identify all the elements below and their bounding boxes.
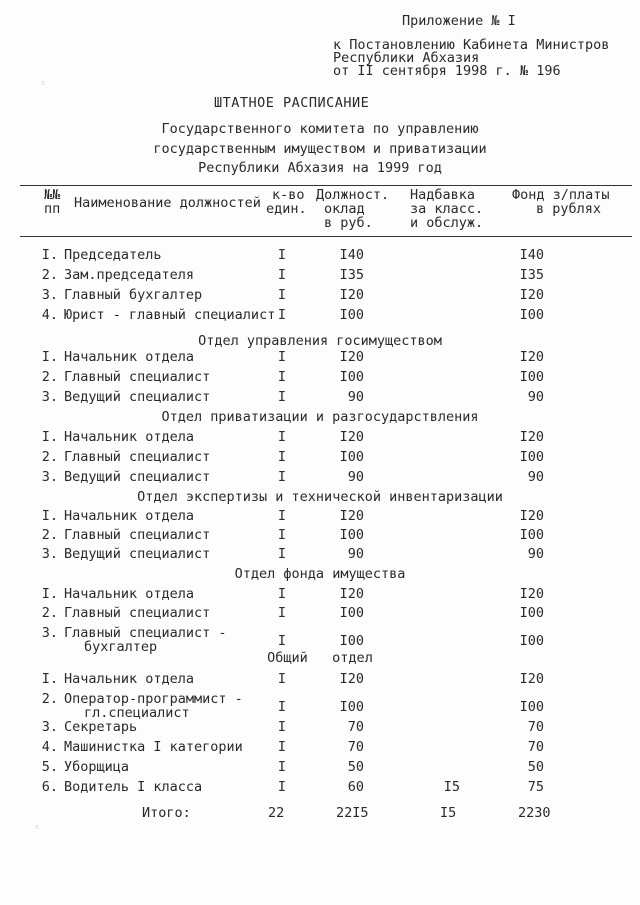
- position-name: Юрист - главный специалист: [64, 307, 276, 323]
- position-name: Начальник отдела: [64, 349, 195, 365]
- total-bonus: I5: [440, 805, 457, 821]
- position-name: Водитель I класса: [64, 779, 203, 795]
- header-salary-1: Должност.: [316, 187, 390, 203]
- salary-value: I00: [339, 307, 364, 323]
- salary-value: I20: [339, 508, 364, 524]
- unit-count: I: [277, 369, 287, 385]
- unit-count: I: [277, 739, 287, 755]
- unit-count: I: [277, 287, 287, 303]
- row-number: 3.: [41, 625, 58, 641]
- position-name: Зам.председателя: [64, 267, 195, 283]
- salary-value: I00: [339, 449, 364, 465]
- header-qty-2: един.: [266, 201, 307, 217]
- position-name: Начальник отдела: [64, 508, 195, 524]
- row-number: 2.: [41, 449, 58, 465]
- section-heading: Отдел приватизации и разгосударствления: [161, 409, 479, 425]
- appendix-line3: от II сентября 1998 г. № 196: [333, 63, 561, 79]
- bonus-value: I5: [443, 779, 460, 795]
- header-bonus-1: Надбавка: [410, 187, 476, 203]
- unit-count: I: [277, 586, 287, 602]
- salary-value: 70: [347, 719, 364, 735]
- unit-count: I: [277, 469, 287, 485]
- payroll-fund-value: I40: [519, 247, 544, 263]
- unit-count: I: [277, 508, 287, 524]
- payroll-fund-value: 70: [527, 719, 544, 735]
- unit-count: I: [277, 429, 287, 445]
- payroll-fund-value: I20: [519, 671, 544, 687]
- appendix-line2: Республики Абхазия: [333, 50, 480, 66]
- header-salary-3: в руб.: [324, 215, 373, 231]
- row-number: 2.: [41, 605, 58, 621]
- row-number: I.: [41, 671, 58, 687]
- salary-value: 90: [347, 469, 364, 485]
- header-no-2: пп: [44, 201, 61, 217]
- payroll-fund-value: I00: [519, 633, 544, 649]
- total-salary: 22I5: [336, 805, 369, 821]
- position-name: Оператор-программист -: [64, 691, 243, 707]
- salary-value: 60: [347, 779, 364, 795]
- row-number: 5.: [41, 759, 58, 775]
- position-name: Ведущий специалист: [64, 389, 211, 405]
- position-name: Машинистка I категории: [64, 739, 243, 755]
- position-name: Уборщица: [64, 759, 130, 775]
- salary-value: I20: [339, 429, 364, 445]
- payroll-fund-value: I20: [519, 287, 544, 303]
- row-number: I.: [41, 247, 58, 263]
- unit-count: I: [277, 349, 287, 365]
- position-name: Ведущий специалист: [64, 469, 211, 485]
- payroll-fund-value: I00: [519, 449, 544, 465]
- salary-value: 70: [347, 739, 364, 755]
- salary-value: I20: [339, 586, 364, 602]
- unit-count: I: [277, 546, 287, 562]
- header-salary-2: оклад: [324, 201, 365, 217]
- subtitle-line1: Государственного комитета по управлению: [161, 121, 479, 137]
- section-heading: Общий отдел: [267, 650, 373, 666]
- payroll-fund-value: I20: [519, 508, 544, 524]
- position-name: Главный специалист: [64, 369, 211, 385]
- row-number: I.: [41, 508, 58, 524]
- row-number: 3.: [41, 719, 58, 735]
- unit-count: I: [277, 779, 287, 795]
- row-number: 2.: [41, 527, 58, 543]
- document-title: ШТАТНОЕ РАСПИСАНИЕ: [214, 95, 370, 111]
- salary-value: I00: [339, 527, 364, 543]
- position-name: Главный специалист: [64, 527, 211, 543]
- unit-count: I: [277, 699, 287, 715]
- unit-count: I: [277, 527, 287, 543]
- payroll-fund-value: I20: [519, 349, 544, 365]
- row-number: 2.: [41, 267, 58, 283]
- salary-value: 90: [347, 546, 364, 562]
- payroll-fund-value: 90: [527, 469, 544, 485]
- total-fund: 2230: [518, 805, 551, 821]
- position-name: Начальник отдела: [64, 586, 195, 602]
- header-qty-1: к-во: [272, 187, 305, 203]
- salary-value: I00: [339, 633, 364, 649]
- salary-value: I20: [339, 287, 364, 303]
- payroll-fund-value: 50: [527, 759, 544, 775]
- position-name-cont: гл.специалист: [84, 705, 190, 721]
- unit-count: I: [277, 605, 287, 621]
- payroll-fund-value: I00: [519, 307, 544, 323]
- unit-count: I: [277, 633, 287, 649]
- appendix-line1: к Постановлению Кабинета Министров: [333, 37, 610, 53]
- unit-count: I: [277, 719, 287, 735]
- header-fund-2: в рублях: [536, 201, 602, 217]
- table-header-rule: [20, 236, 632, 237]
- salary-value: 50: [347, 759, 364, 775]
- salary-value: I00: [339, 369, 364, 385]
- row-number: 3.: [41, 389, 58, 405]
- header-no-1: №№: [44, 187, 61, 203]
- row-number: 4.: [41, 739, 58, 755]
- section-heading: Отдел экспертизы и технической инвентаризации: [137, 489, 503, 505]
- scan-mark-bottom: ᶜ: [34, 822, 41, 835]
- row-number: 6.: [41, 779, 58, 795]
- salary-value: I00: [339, 699, 364, 715]
- position-name: Главный специалист -: [64, 625, 227, 641]
- payroll-fund-value: I00: [519, 369, 544, 385]
- appendix-title: Приложение № I: [402, 13, 516, 29]
- position-name: Секретарь: [64, 719, 138, 735]
- unit-count: I: [277, 449, 287, 465]
- row-number: 2.: [41, 691, 58, 707]
- header-bonus-2: за класс.: [410, 201, 484, 217]
- payroll-fund-value: 75: [527, 779, 544, 795]
- row-number: 3.: [41, 546, 58, 562]
- scan-mark-top: ᶜ: [40, 78, 47, 91]
- header-fund-1: Фонд з/платы: [512, 187, 610, 203]
- salary-value: I35: [339, 267, 364, 283]
- payroll-fund-value: 90: [527, 389, 544, 405]
- table-top-rule: [20, 185, 632, 186]
- header-name: Наименование должностей: [74, 195, 261, 211]
- header-bonus-3: и обслуж.: [410, 215, 484, 231]
- total-qty: 22: [268, 805, 285, 821]
- unit-count: I: [277, 389, 287, 405]
- salary-value: I00: [339, 605, 364, 621]
- row-number: I.: [41, 349, 58, 365]
- row-number: 3.: [41, 287, 58, 303]
- row-number: 3.: [41, 469, 58, 485]
- position-name: Главный специалист: [64, 605, 211, 621]
- payroll-fund-value: I20: [519, 429, 544, 445]
- position-name: Ведущий специалист: [64, 546, 211, 562]
- section-heading: Отдел фонда имущества: [234, 566, 406, 582]
- unit-count: I: [277, 307, 287, 323]
- salary-value: 90: [347, 389, 364, 405]
- subtitle-line2: государственным имуществом и приватизации: [153, 141, 487, 157]
- salary-value: I20: [339, 671, 364, 687]
- payroll-fund-value: I00: [519, 527, 544, 543]
- position-name: Начальник отдела: [64, 671, 195, 687]
- payroll-fund-value: 70: [527, 739, 544, 755]
- payroll-fund-value: I20: [519, 586, 544, 602]
- position-name: Главный бухгалтер: [64, 287, 203, 303]
- unit-count: I: [277, 247, 287, 263]
- position-name: Главный специалист: [64, 449, 211, 465]
- row-number: I.: [41, 586, 58, 602]
- salary-value: I40: [339, 247, 364, 263]
- payroll-fund-value: 90: [527, 546, 544, 562]
- unit-count: I: [277, 267, 287, 283]
- position-name: Председатель: [64, 247, 162, 263]
- payroll-fund-value: I00: [519, 605, 544, 621]
- position-name: Начальник отдела: [64, 429, 195, 445]
- row-number: I.: [41, 429, 58, 445]
- row-number: 4.: [41, 307, 58, 323]
- position-name-cont: бухгалтер: [84, 639, 158, 655]
- section-heading: Отдел управления госимуществом: [198, 333, 442, 349]
- row-number: 2.: [41, 369, 58, 385]
- payroll-fund-value: I00: [519, 699, 544, 715]
- payroll-fund-value: I35: [519, 267, 544, 283]
- unit-count: I: [277, 671, 287, 687]
- salary-value: I20: [339, 349, 364, 365]
- subtitle-line3: Республики Абхазия на 1999 год: [198, 160, 442, 176]
- total-label: Итого:: [142, 805, 191, 821]
- unit-count: I: [277, 759, 287, 775]
